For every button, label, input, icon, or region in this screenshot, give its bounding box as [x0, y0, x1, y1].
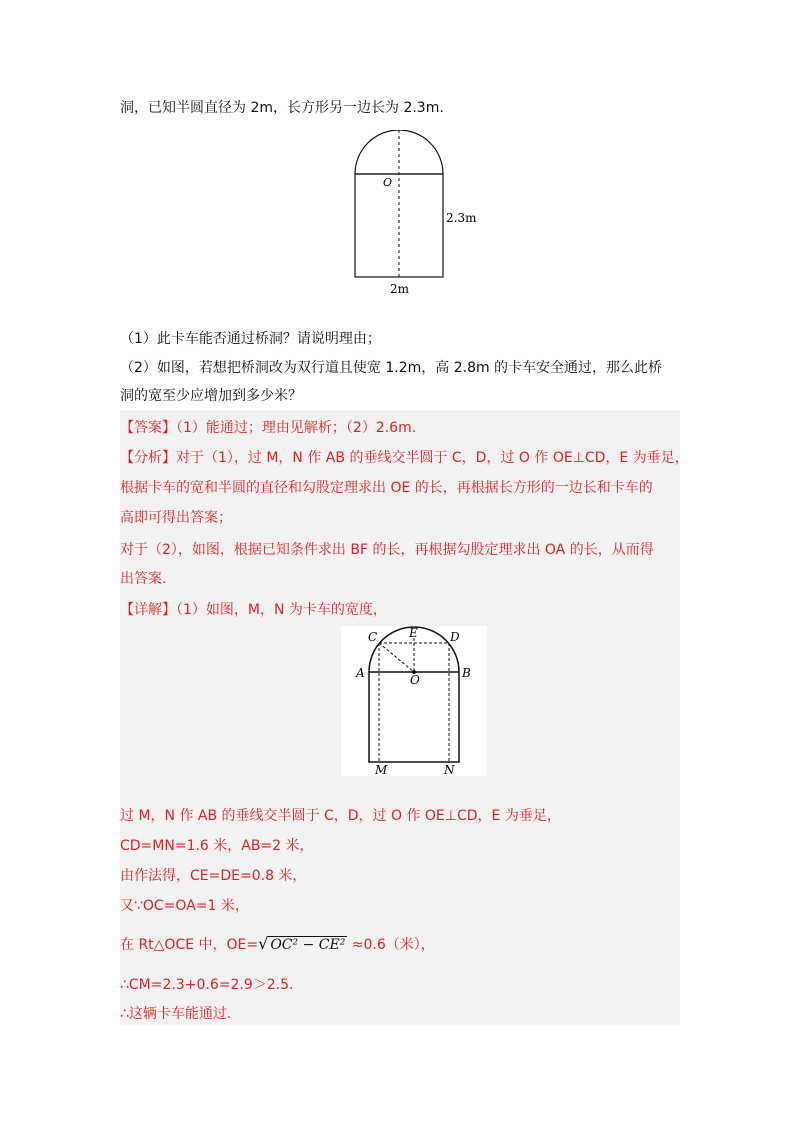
label-e: E [409, 626, 418, 640]
label-d: D [450, 630, 460, 644]
question-1: （1）此卡车能否通过桥洞？请说明理由； [120, 331, 381, 347]
step-2: CD=MN=1.6 米，AB=2 米， [120, 838, 314, 854]
answer-tag: 【答案】 [120, 420, 176, 436]
step-6: ∴CM=2.3+0.6=2.9＞2.5. [120, 977, 294, 993]
sqrt-expression: OC² − CE² [270, 937, 346, 953]
question-2-line-1: （2）如图，若想把桥洞改为双行道且使宽 1.2m，高 2.8m 的卡车安全通过，那么此桥 [120, 360, 663, 376]
bridge-figure-2 [341, 626, 487, 776]
answer-line [120, 418, 416, 438]
analysis-line-4: 对于（2），如图，根据已知条件求出 BF 的长，再根据勾股定理求出 OA 的长，从而得 [120, 542, 654, 558]
step-5-prefix: 在 Rt△OCE 中，OE= [120, 937, 259, 953]
label-c: C [368, 630, 378, 644]
bridge-figure-1 [340, 130, 480, 300]
analysis-line-2: 根据卡车的宽和半圆的直径和勾股定理求出 OE 的长，再根据长方形的一边长和卡车的 [120, 480, 653, 496]
label-b: B [462, 666, 471, 680]
label-a: A [356, 666, 365, 680]
analysis-line-3: 高即可得出答案； [120, 510, 232, 526]
step-5: 在 Rt△OCE 中，OE=√ OC² − CE² ≈0.6（米）， [120, 934, 435, 953]
analysis-line-1 [120, 448, 689, 468]
answer-text: （1）能通过；理由见解析；（2）2.6m. [176, 420, 417, 436]
detail-line-1 [120, 600, 387, 620]
label-o: O [383, 176, 393, 189]
label-o2: O [410, 673, 420, 687]
intro-text: 洞，已知半圆直径为 2m，长方形另一边长为 2.3m. [120, 100, 444, 116]
label-m: M [375, 763, 388, 776]
step-5-suffix: ≈0.6（米）， [351, 937, 435, 953]
step-7: ∴这辆卡车能通过. [120, 1006, 232, 1022]
analysis-text-1: 对于（1），过 M，N 作 AB 的垂线交半圆于 C，D，过 O 作 OE⊥CD，E 为垂足， [176, 450, 689, 466]
question-2-line-2: 洞的宽至少应增加到多少米？ [120, 388, 302, 404]
analysis-tag: 【分析】 [120, 450, 176, 466]
detail-tag: 【详解】 [120, 602, 176, 618]
analysis-line-5: 出答案. [120, 571, 167, 587]
label-width: 2m [390, 282, 410, 296]
label-height: 2.3m [446, 211, 477, 225]
step-4: 又∵OC=OA=1 米， [120, 898, 249, 914]
detail-text-1: （1）如图，M，N 为卡车的宽度， [176, 602, 387, 618]
label-n: N [444, 763, 455, 776]
step-3: 由作法得，CE=DE=0.8 米， [120, 868, 307, 884]
step-1: 过 M，N 作 AB 的垂线交半圆于 C，D，过 O 作 OE⊥CD，E 为垂足， [120, 808, 561, 824]
